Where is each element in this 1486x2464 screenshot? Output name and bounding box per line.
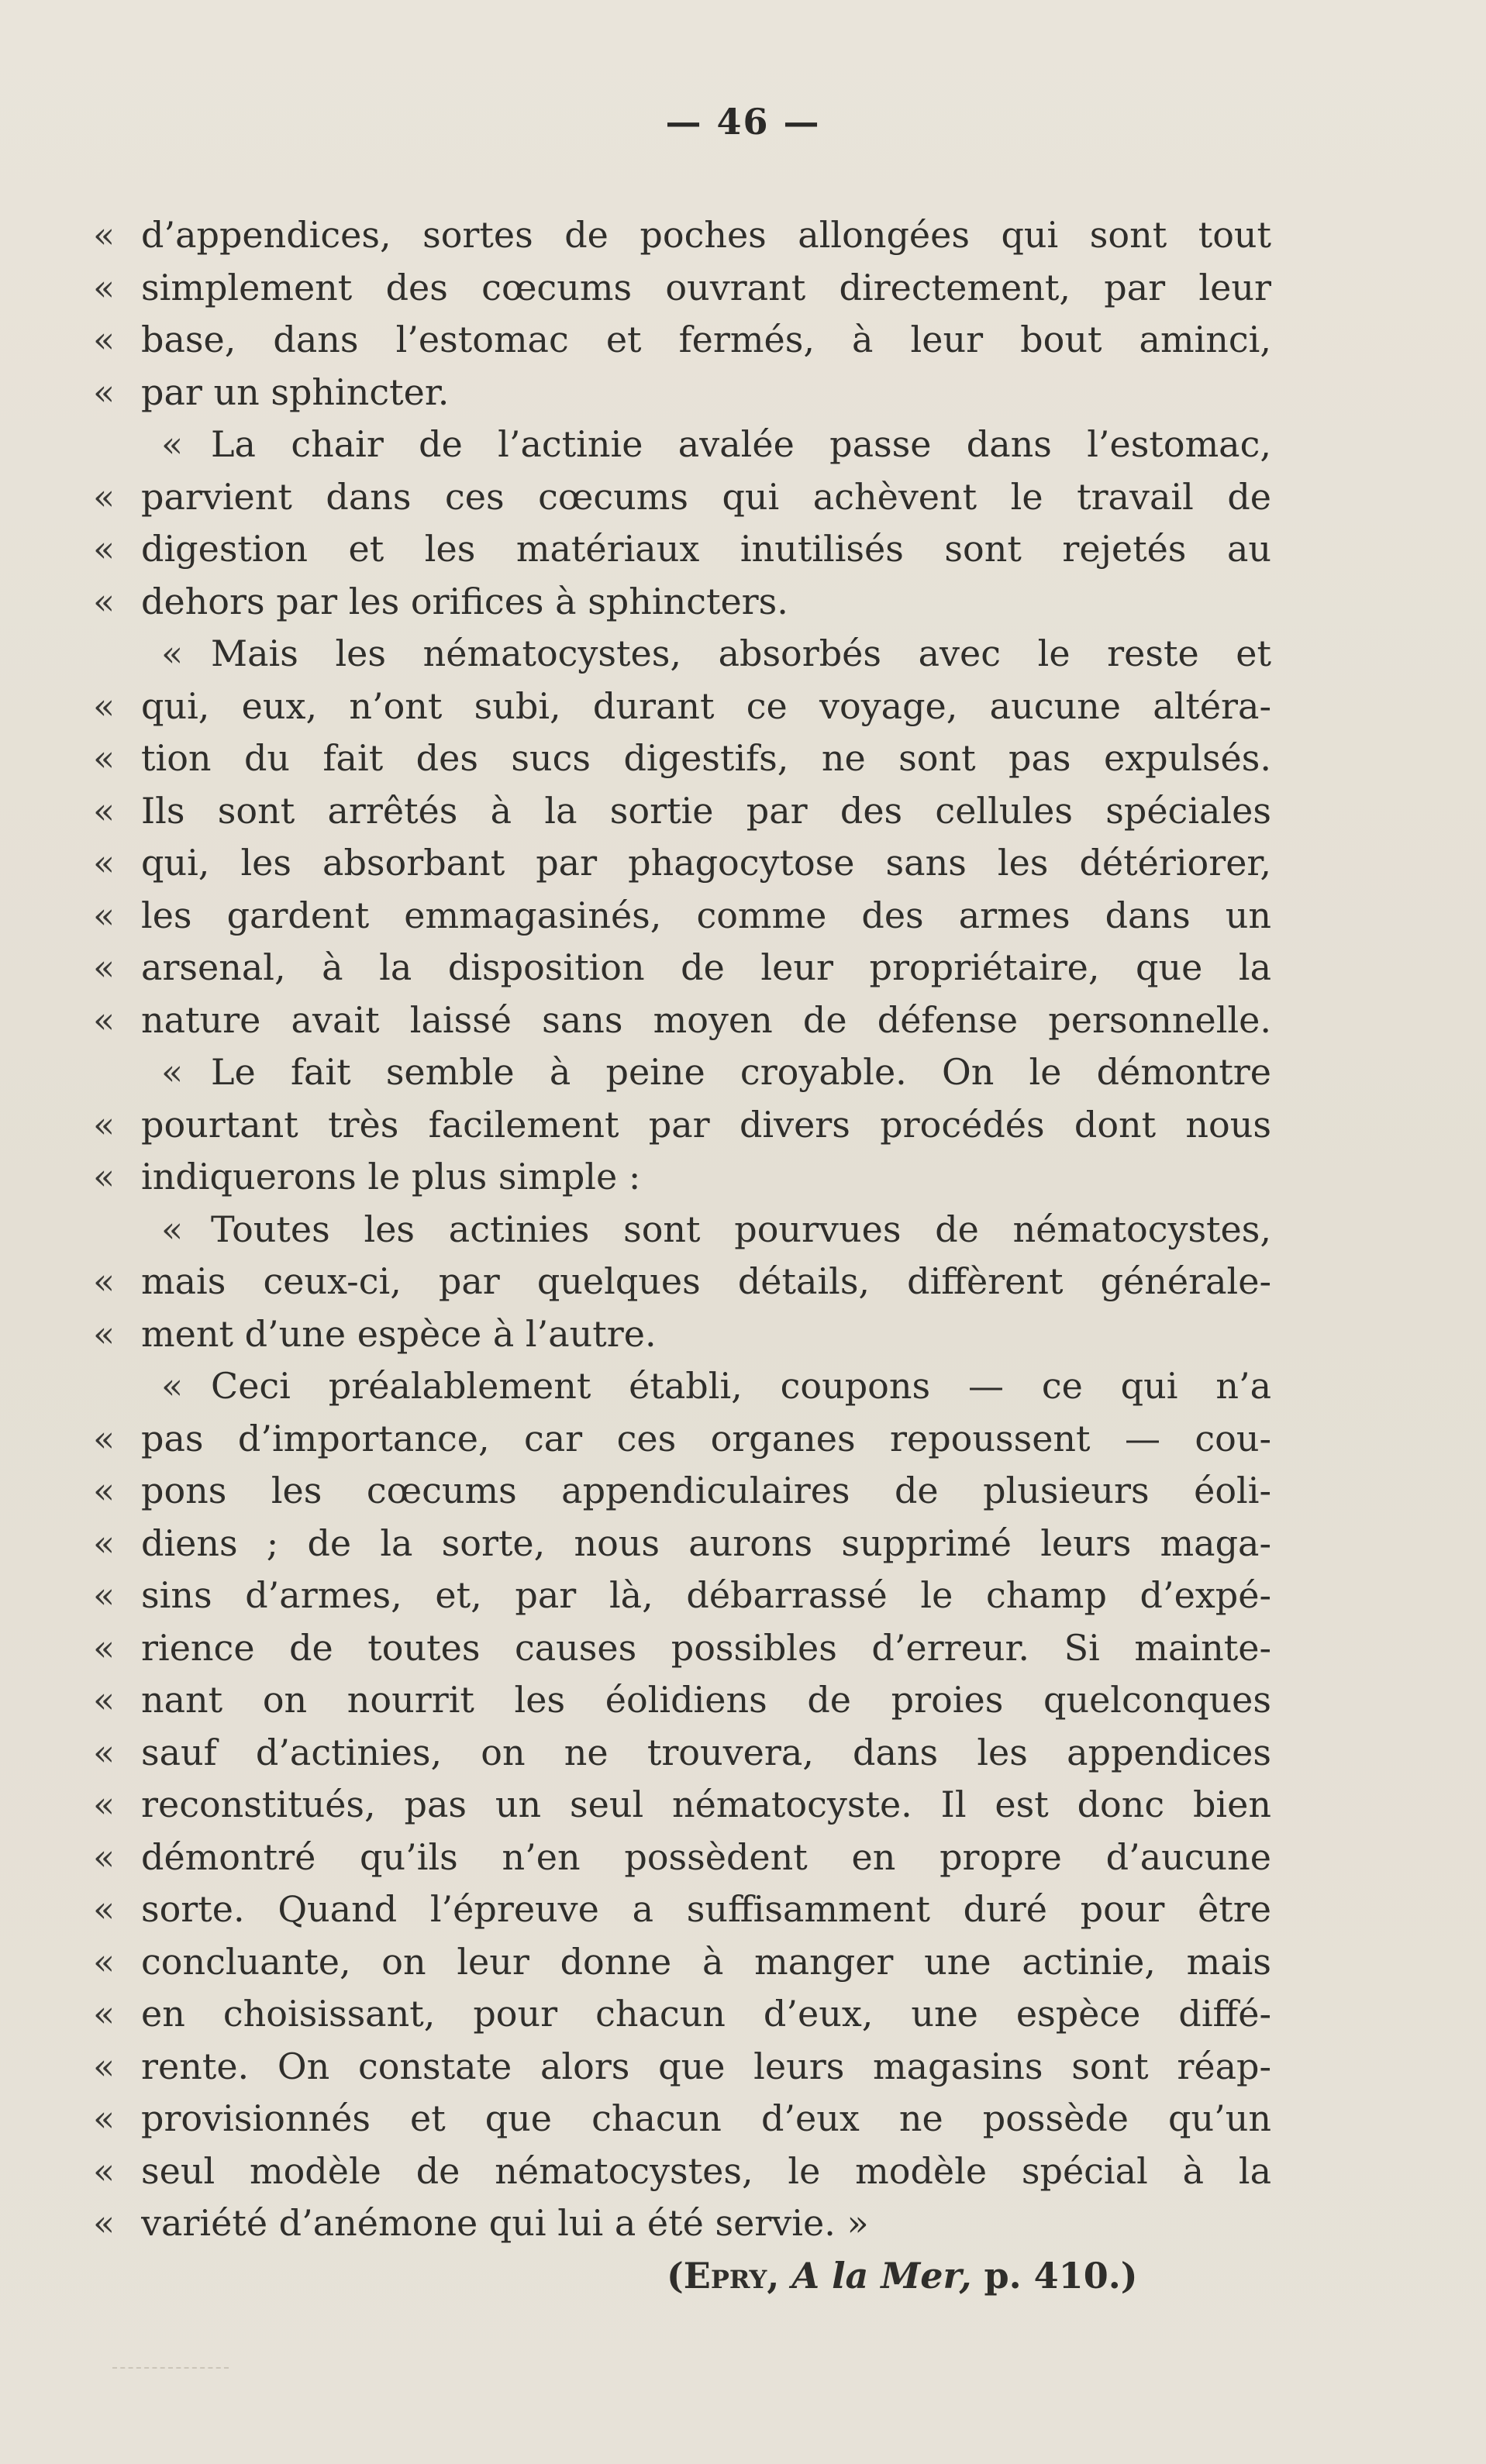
line-text: Toutes les actinies sont pourvues de nématocystes, <box>211 1208 1271 1250</box>
text-line <box>93 942 1271 994</box>
text-line <box>93 732 1271 785</box>
quote-mark: « <box>93 1417 116 1459</box>
quote-mark: « <box>93 580 116 622</box>
text-line <box>93 994 1271 1047</box>
text-line <box>93 1413 1271 1466</box>
quote-mark: « <box>93 1783 116 1825</box>
quote-mark: « <box>93 1260 116 1302</box>
quote-mark: « <box>93 1574 116 1616</box>
line-text: rente. On constate alors que leurs magasins sont réap- <box>141 2045 1271 2087</box>
citation <box>93 2250 1271 2303</box>
text-line <box>93 2093 1271 2145</box>
text-line <box>93 1518 1271 1570</box>
quote-mark: « <box>161 1051 184 1093</box>
quote-mark: « <box>93 266 116 308</box>
text-line <box>93 314 1271 367</box>
line-text: rience de toutes causes possibles d’erreur. Si mainte- <box>141 1626 1271 1669</box>
quote-mark: « <box>93 1835 116 1878</box>
citation-page: p. 410.) <box>984 2254 1138 2297</box>
text-line <box>93 2145 1271 2198</box>
quote-mark: « <box>93 1993 116 2035</box>
text-line <box>93 890 1271 943</box>
quote-mark: « <box>161 423 184 465</box>
text-block <box>93 209 1271 2302</box>
line-text: base, dans l’estomac et fermés, à leur bout aminci, <box>141 319 1271 360</box>
text-line <box>93 1779 1271 1832</box>
quote-mark: « <box>93 475 116 518</box>
line-text: concluante, on leur donne à manger une actinie, mais <box>141 1940 1271 1983</box>
line-text: tion du fait des sucs digestifs, ne sont pas expulsés. <box>141 737 1271 779</box>
quote-mark: « <box>93 1103 116 1146</box>
quote-mark: « <box>93 1470 116 1511</box>
text-line <box>93 1151 1271 1204</box>
quote-mark: « <box>93 2045 116 2087</box>
citation-open: ( <box>667 2254 684 2297</box>
line-text: variété d’anémone qui lui a été servie. » <box>141 2202 869 2244</box>
text-line <box>93 1622 1271 1675</box>
line-text: arsenal, à la disposition de leur propriétaire, que la <box>141 946 1271 988</box>
text-line <box>93 2197 1271 2250</box>
line-text: nature avait laissé sans moyen de défense personnelle. <box>141 998 1271 1041</box>
text-line <box>93 1308 1271 1361</box>
line-text: nant on nourrit les éolidiens de proies quelconques <box>141 1679 1271 1721</box>
line-text: Ceci préalablement établi, coupons — ce qui n’a <box>211 1365 1271 1407</box>
quote-mark: « <box>93 684 116 727</box>
text-line <box>93 1256 1271 1308</box>
quote-mark: « <box>93 2149 116 2192</box>
text-line <box>93 576 1271 629</box>
text-line <box>93 367 1271 419</box>
text-line <box>93 837 1271 890</box>
line-text: mais ceux-ci, par quelques détails, diffèrent générale- <box>141 1260 1271 1302</box>
line-text: sins d’armes, et, par là, débarrassé le champ d’expé- <box>141 1574 1271 1616</box>
line-text: démontré qu’ils n’en possèdent en propre d’aucune <box>141 1835 1271 1878</box>
text-line <box>93 1204 1271 1256</box>
text-line <box>93 209 1271 262</box>
page-smudge <box>112 2341 229 2369</box>
text-line <box>93 471 1271 524</box>
line-text: qui, eux, n’ont subi, durant ce voyage, aucune altéra- <box>141 684 1271 727</box>
quote-mark: « <box>93 528 116 570</box>
line-text: sauf d’actinies, on ne trouvera, dans les appendices <box>141 1731 1271 1773</box>
text-line <box>93 1727 1271 1780</box>
quote-mark: « <box>93 2097 116 2139</box>
quote-mark: « <box>161 1365 184 1407</box>
text-line <box>93 1360 1271 1413</box>
text-line <box>93 681 1271 733</box>
line-text: sorte. Quand l’épreuve a suffisamment duré pour être <box>141 1888 1271 1930</box>
citation-work: A la Mer, <box>791 2254 972 2297</box>
line-text: diens ; de la sorte, nous aurons supprimé leurs maga- <box>141 1521 1271 1564</box>
quote-mark: « <box>93 842 116 884</box>
line-text: pons les cœcums appendiculaires de plusieurs éoli- <box>141 1470 1271 1511</box>
quote-mark: « <box>93 370 116 413</box>
quote-mark: « <box>93 1156 116 1198</box>
line-text: Le fait semble à peine croyable. On le démontre <box>211 1051 1271 1093</box>
line-text: d’appendices, sortes de poches allongées qui sont tout <box>141 214 1271 256</box>
quote-mark: « <box>161 1208 184 1250</box>
line-text: Ils sont arrêtés à la sortie par des cellules spéciales <box>141 789 1271 832</box>
quote-mark: « <box>93 1731 116 1773</box>
quote-mark: « <box>93 1626 116 1669</box>
line-text: seul modèle de nématocystes, le modèle spécial à la <box>141 2149 1271 2192</box>
line-text: provisionnés et que chacun d’eux ne possède qu’un <box>141 2097 1271 2139</box>
text-line <box>93 2041 1271 2094</box>
quote-mark: « <box>93 1679 116 1721</box>
line-text: les gardent emmagasinés, comme des armes dans un <box>141 894 1271 936</box>
line-text: par un sphincter. <box>141 370 450 413</box>
text-line <box>93 1465 1271 1518</box>
line-text: digestion et les matériaux inutilisés sont rejetés au <box>141 528 1271 570</box>
quote-mark: « <box>93 319 116 360</box>
text-line <box>93 628 1271 681</box>
text-line <box>93 785 1271 838</box>
quote-mark: « <box>93 1940 116 1983</box>
text-line <box>93 523 1271 576</box>
line-text: La chair de l’actinie avalée passe dans l’estomac, <box>211 423 1271 465</box>
text-line <box>93 1046 1271 1099</box>
quote-mark: « <box>93 1312 116 1355</box>
line-text: indiquerons le plus simple : <box>141 1156 641 1198</box>
line-text: en choisissant, pour chacun d’eux, une espèce diffé- <box>141 1993 1271 2035</box>
quote-mark: « <box>93 1521 116 1564</box>
text-line <box>93 1832 1271 1884</box>
quote-mark: « <box>93 737 116 779</box>
quote-mark: « <box>93 789 116 832</box>
quote-mark: « <box>161 632 184 674</box>
text-line <box>93 419 1271 471</box>
text-line <box>93 1883 1271 1936</box>
text-line <box>93 262 1271 315</box>
quote-mark: « <box>93 2202 116 2244</box>
line-text: qui, les absorbant par phagocytose sans les détériorer, <box>141 842 1271 884</box>
line-text: pas d’importance, car ces organes repoussent — cou- <box>141 1417 1271 1459</box>
line-text: dehors par les orifices à sphincters. <box>141 580 788 622</box>
line-text: reconstitués, pas un seul nématocyste. Il est donc bien <box>141 1783 1271 1825</box>
page-number: — 46 — <box>665 101 821 143</box>
text-line <box>93 1674 1271 1727</box>
line-text: simplement des cœcums ouvrant directement, par leur <box>141 266 1271 308</box>
citation-author: Epry, <box>683 2254 780 2297</box>
text-line <box>93 1988 1271 2041</box>
line-text: pourtant très facilement par divers procédés dont nous <box>141 1103 1271 1146</box>
line-text: Mais les nématocystes, absorbés avec le reste et <box>211 632 1271 674</box>
line-text: parvient dans ces cœcums qui achèvent le travail de <box>141 475 1271 518</box>
quote-mark: « <box>93 946 116 988</box>
line-text: ment d’une espèce à l’autre. <box>141 1312 657 1355</box>
text-line <box>93 1936 1271 1989</box>
text-line <box>93 1570 1271 1622</box>
quote-mark: « <box>93 214 116 256</box>
quote-mark: « <box>93 894 116 936</box>
quote-mark: « <box>93 998 116 1041</box>
quote-mark: « <box>93 1888 116 1930</box>
text-line <box>93 1099 1271 1152</box>
